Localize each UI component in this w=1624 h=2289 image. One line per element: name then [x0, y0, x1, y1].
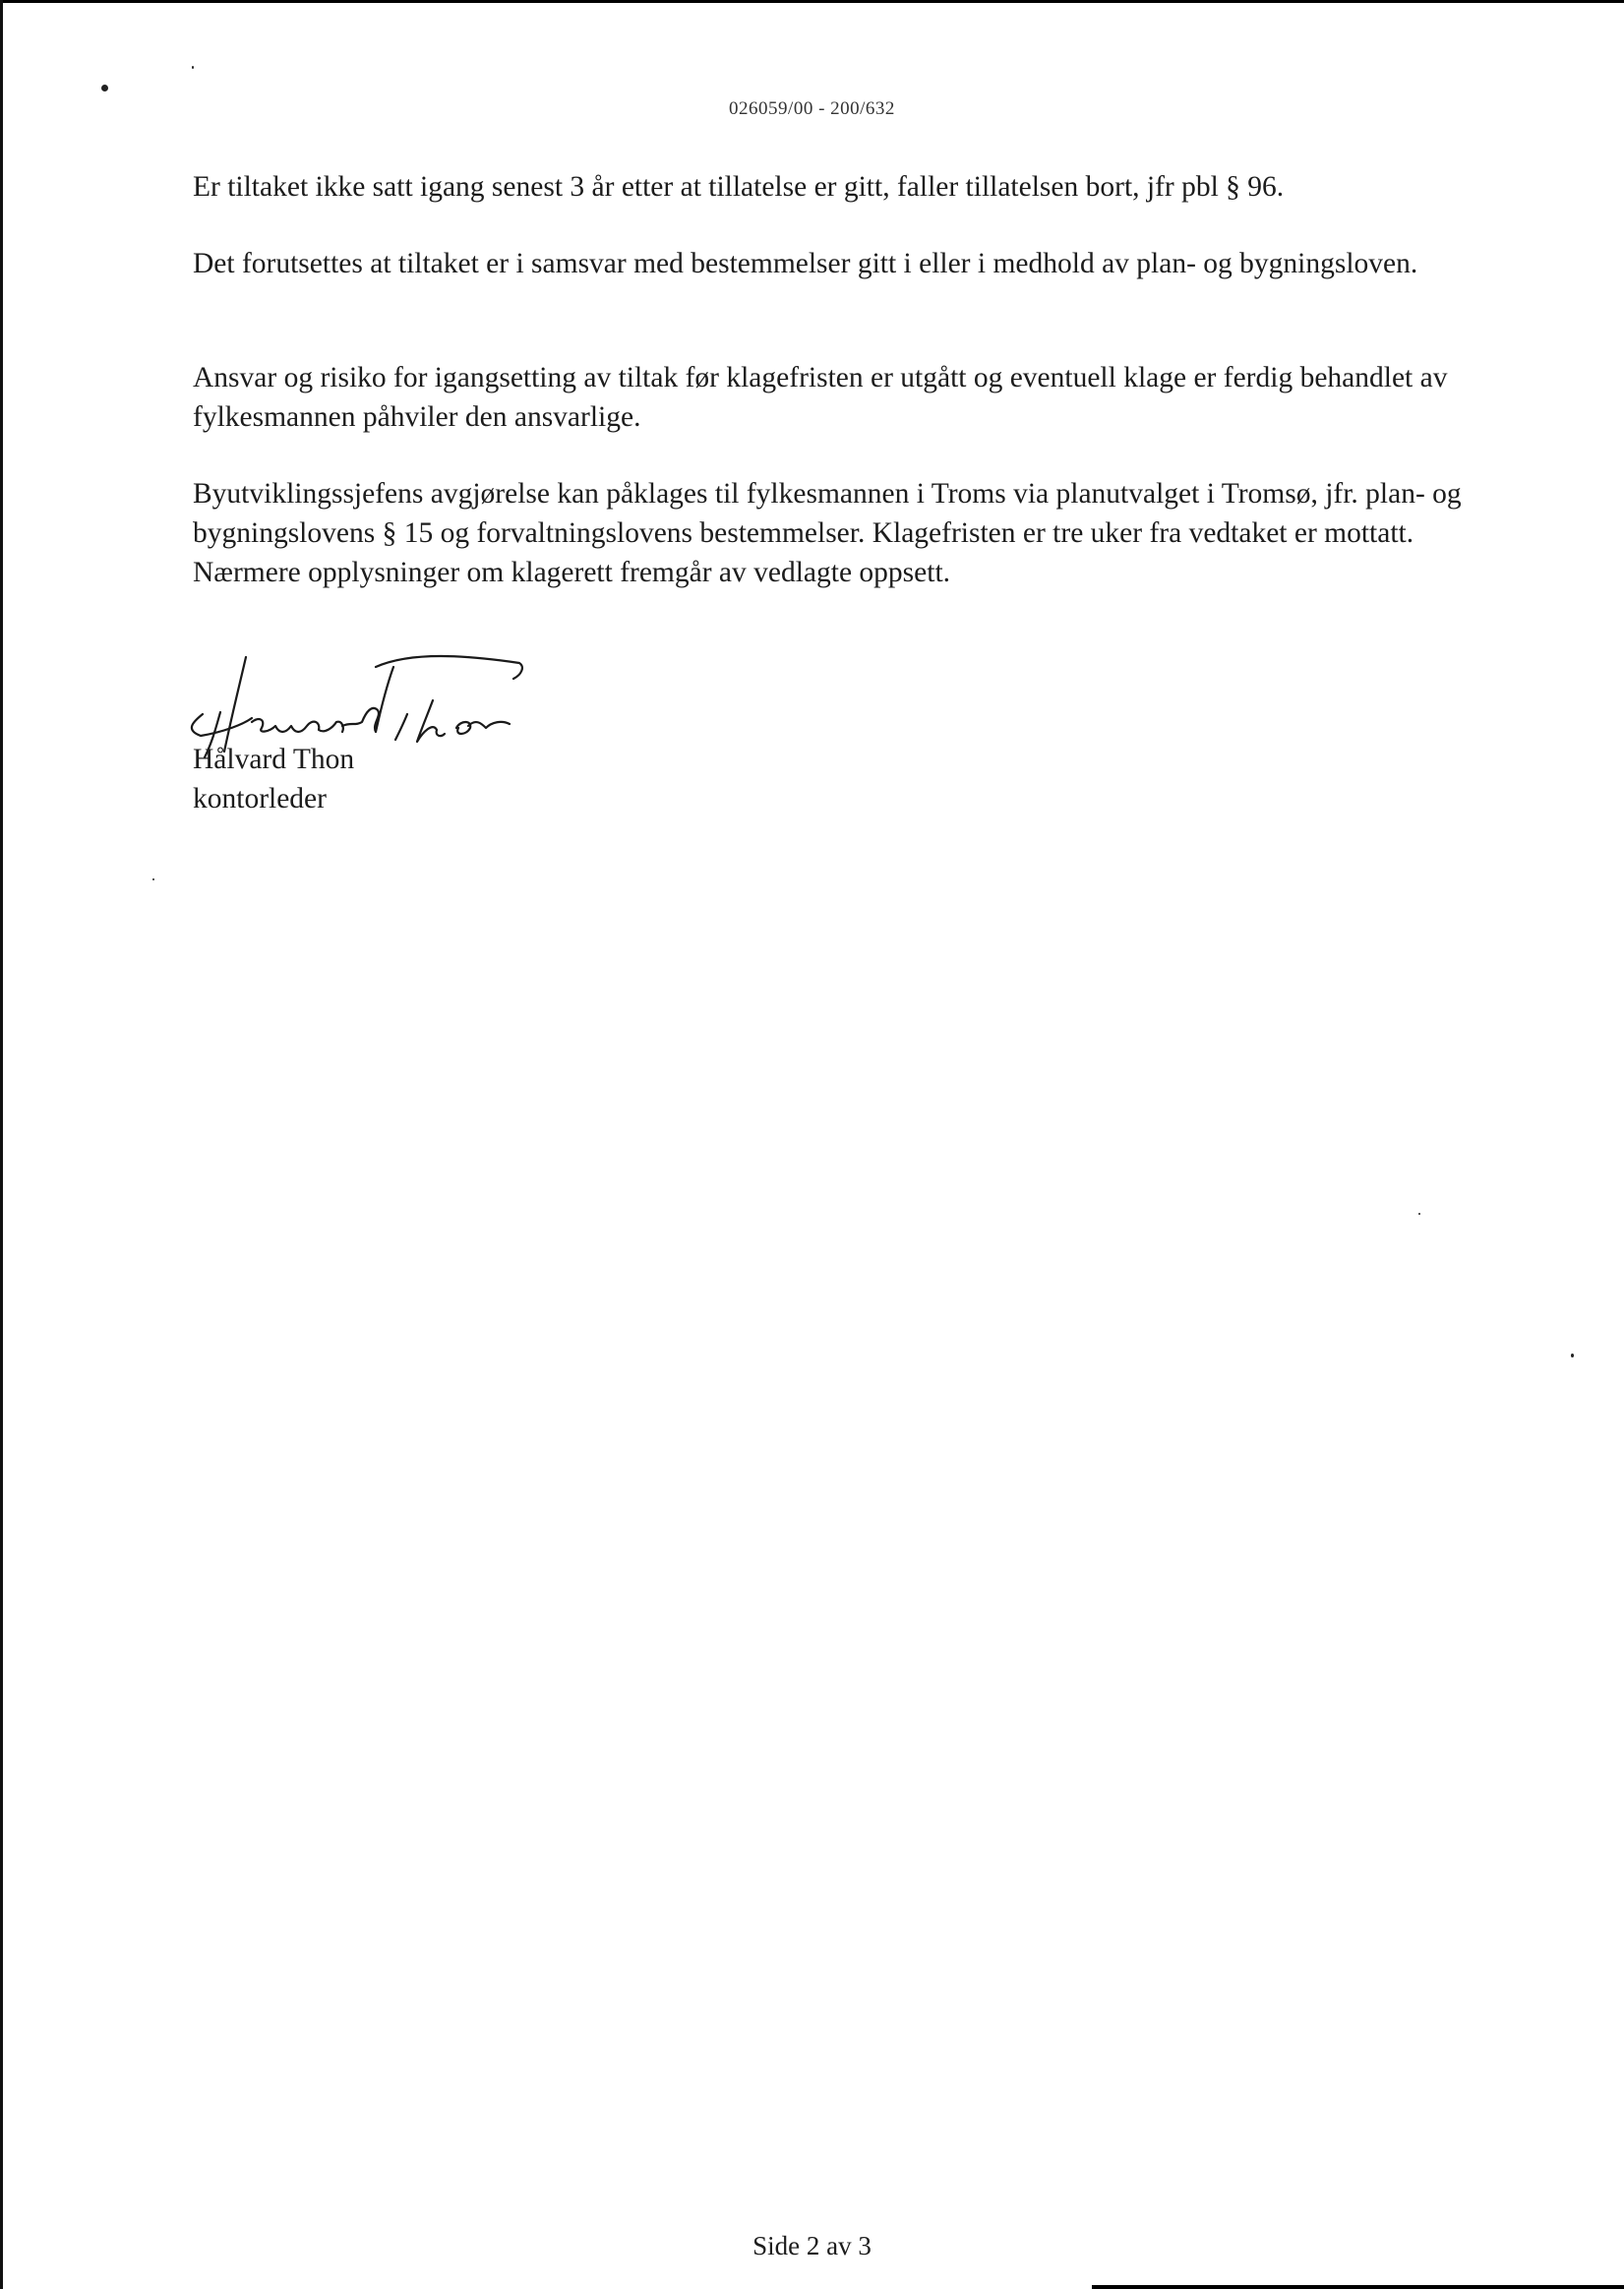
document-reference: 026059/00 - 200/632: [729, 98, 895, 119]
scan-speck: [1571, 1354, 1574, 1357]
paragraph-validity: Er tiltaket ikke satt igang senest 3 år etter at tillatelse er gitt, faller tillatelsen bort, jfr pbl § 96.: [193, 171, 1285, 203]
scan-speck: [1418, 1213, 1420, 1215]
page-number-footer: Side 2 av 3: [752, 2231, 872, 2260]
scan-border-top: [0, 0, 1624, 3]
signatory-name: Hålvard Thon: [193, 744, 355, 775]
scan-border-left: [0, 0, 3, 2289]
scan-speck: [192, 66, 194, 69]
signatory-title: kontorleder: [193, 783, 327, 814]
scan-border-bottom: [1092, 2285, 1624, 2289]
paragraph-compliance: Det forutsettes at tiltaket er i samsvar med bestemmelser gitt i eller i medhold av plan- og bygningsloven.: [193, 248, 1418, 279]
paragraph-appeal: Byutviklingssjefens avgjørelse kan påklages til fylkesmannen i Troms via planutvalget i Tromsø, jfr. plan- og bygningslovens § 15 og forvaltningslovens bestemmelser. Klagefristen er tre uker fra vedtaket er mottatt. Nærmere opplysninger om klagerett fremgår av vedlagte oppsett.: [193, 478, 1462, 588]
paragraph-responsibility: Ansvar og risiko for igangsetting av tiltak før klagefristen er utgått og eventuell klage er ferdig behandlet av fylkesmannen påhviler den ansvarlige.: [193, 362, 1448, 433]
scan-speck: [152, 878, 154, 880]
scan-speck: [101, 85, 108, 91]
